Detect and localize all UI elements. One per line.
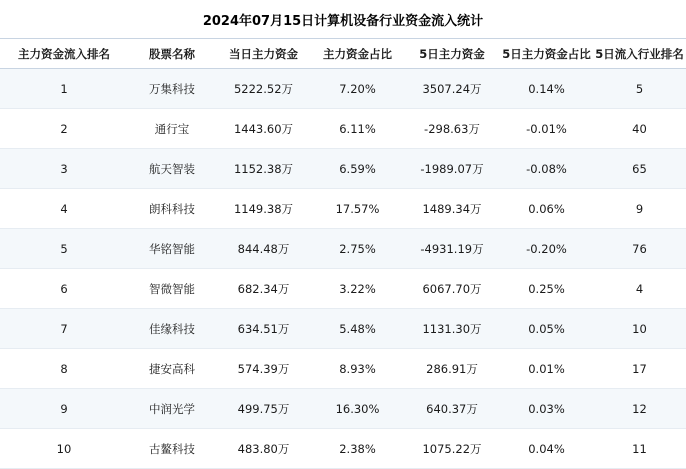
cell-rank: 2 (0, 109, 128, 149)
table-row (0, 229, 686, 269)
cell-stock-name: 佳缘科技 (128, 309, 216, 349)
cell-main-fund-ratio: 2.38% (311, 429, 404, 469)
table-row (0, 389, 686, 429)
cell-5day-main-fund: 1489.34万 (404, 189, 500, 229)
column-header-main-fund-ratio: 主力资金占比 (311, 39, 404, 69)
cell-5day-main-fund-ratio: 0.04% (500, 429, 593, 469)
cell-stock-name: 朗科科技 (128, 189, 216, 229)
cell-rank: 1 (0, 69, 128, 109)
cell-5day-industry-rank: 9 (593, 189, 686, 229)
table-row (0, 349, 686, 389)
table-row (0, 189, 686, 229)
cell-5day-main-fund-ratio: -0.08% (500, 149, 593, 189)
cell-5day-main-fund: 6067.70万 (404, 269, 500, 309)
column-header-stock-name: 股票名称 (128, 39, 216, 69)
cell-main-fund-ratio: 6.11% (311, 109, 404, 149)
cell-rank: 7 (0, 309, 128, 349)
cell-5day-main-fund-ratio: -0.01% (500, 109, 593, 149)
cell-5day-main-fund-ratio: 0.05% (500, 309, 593, 349)
cell-main-fund-ratio: 8.93% (311, 349, 404, 389)
table-row (0, 149, 686, 189)
column-header-5day-main-fund: 5日主力资金 (404, 39, 500, 69)
cell-daily-main-fund: 483.80万 (216, 429, 311, 469)
cell-stock-name: 中润光学 (128, 389, 216, 429)
cell-5day-industry-rank: 65 (593, 149, 686, 189)
cell-main-fund-ratio: 3.22% (311, 269, 404, 309)
cell-rank: 10 (0, 429, 128, 469)
cell-rank: 8 (0, 349, 128, 389)
cell-5day-main-fund-ratio: 0.14% (500, 69, 593, 109)
table-row (0, 69, 686, 109)
column-header-5day-industry-rank: 5日流入行业排名 (593, 39, 686, 69)
cell-stock-name: 通行宝 (128, 109, 216, 149)
column-header-5day-main-fund-ratio: 5日主力资金占比 (500, 39, 593, 69)
cell-5day-industry-rank: 76 (593, 229, 686, 269)
cell-daily-main-fund: 499.75万 (216, 389, 311, 429)
table-row (0, 429, 686, 469)
cell-daily-main-fund: 844.48万 (216, 229, 311, 269)
cell-5day-main-fund-ratio: 0.06% (500, 189, 593, 229)
cell-main-fund-ratio: 16.30% (311, 389, 404, 429)
cell-daily-main-fund: 634.51万 (216, 309, 311, 349)
cell-5day-main-fund-ratio: 0.25% (500, 269, 593, 309)
cell-5day-industry-rank: 40 (593, 109, 686, 149)
cell-main-fund-ratio: 17.57% (311, 189, 404, 229)
cell-5day-industry-rank: 11 (593, 429, 686, 469)
fund-flow-table (0, 38, 686, 469)
cell-stock-name: 华铭智能 (128, 229, 216, 269)
table-row (0, 269, 686, 309)
table-header-row (0, 39, 686, 69)
cell-5day-main-fund: -1989.07万 (404, 149, 500, 189)
cell-5day-main-fund-ratio: -0.20% (500, 229, 593, 269)
cell-rank: 5 (0, 229, 128, 269)
cell-5day-main-fund: 286.91万 (404, 349, 500, 389)
cell-rank: 3 (0, 149, 128, 189)
cell-5day-main-fund: -298.63万 (404, 109, 500, 149)
cell-5day-industry-rank: 10 (593, 309, 686, 349)
cell-stock-name: 智微智能 (128, 269, 216, 309)
cell-daily-main-fund: 1443.60万 (216, 109, 311, 149)
cell-5day-industry-rank: 4 (593, 269, 686, 309)
cell-5day-industry-rank: 5 (593, 69, 686, 109)
table-row (0, 309, 686, 349)
cell-main-fund-ratio: 7.20% (311, 69, 404, 109)
table-header (0, 39, 686, 69)
cell-daily-main-fund: 682.34万 (216, 269, 311, 309)
column-header-rank: 主力资金流入排名 (0, 39, 128, 69)
cell-stock-name: 航天智装 (128, 149, 216, 189)
cell-5day-main-fund-ratio: 0.01% (500, 349, 593, 389)
cell-5day-main-fund-ratio: 0.03% (500, 389, 593, 429)
cell-rank: 4 (0, 189, 128, 229)
cell-stock-name: 古鳌科技 (128, 429, 216, 469)
cell-5day-main-fund: -4931.19万 (404, 229, 500, 269)
cell-5day-main-fund: 3507.24万 (404, 69, 500, 109)
cell-5day-industry-rank: 12 (593, 389, 686, 429)
cell-daily-main-fund: 5222.52万 (216, 69, 311, 109)
cell-daily-main-fund: 1152.38万 (216, 149, 311, 189)
cell-5day-main-fund: 640.37万 (404, 389, 500, 429)
table-body (0, 69, 686, 469)
cell-5day-main-fund: 1075.22万 (404, 429, 500, 469)
cell-daily-main-fund: 574.39万 (216, 349, 311, 389)
cell-daily-main-fund: 1149.38万 (216, 189, 311, 229)
page-title: 2024年07月15日计算机设备行业资金流入统计 (202, 14, 484, 29)
cell-5day-industry-rank: 17 (593, 349, 686, 389)
column-header-daily-main-fund: 当日主力资金 (216, 39, 311, 69)
cell-main-fund-ratio: 2.75% (311, 229, 404, 269)
cell-rank: 9 (0, 389, 128, 429)
table-row (0, 109, 686, 149)
cell-stock-name: 万集科技 (128, 69, 216, 109)
cell-rank: 6 (0, 269, 128, 309)
cell-main-fund-ratio: 5.48% (311, 309, 404, 349)
cell-main-fund-ratio: 6.59% (311, 149, 404, 189)
cell-5day-main-fund: 1131.30万 (404, 309, 500, 349)
cell-stock-name: 捷安高科 (128, 349, 216, 389)
